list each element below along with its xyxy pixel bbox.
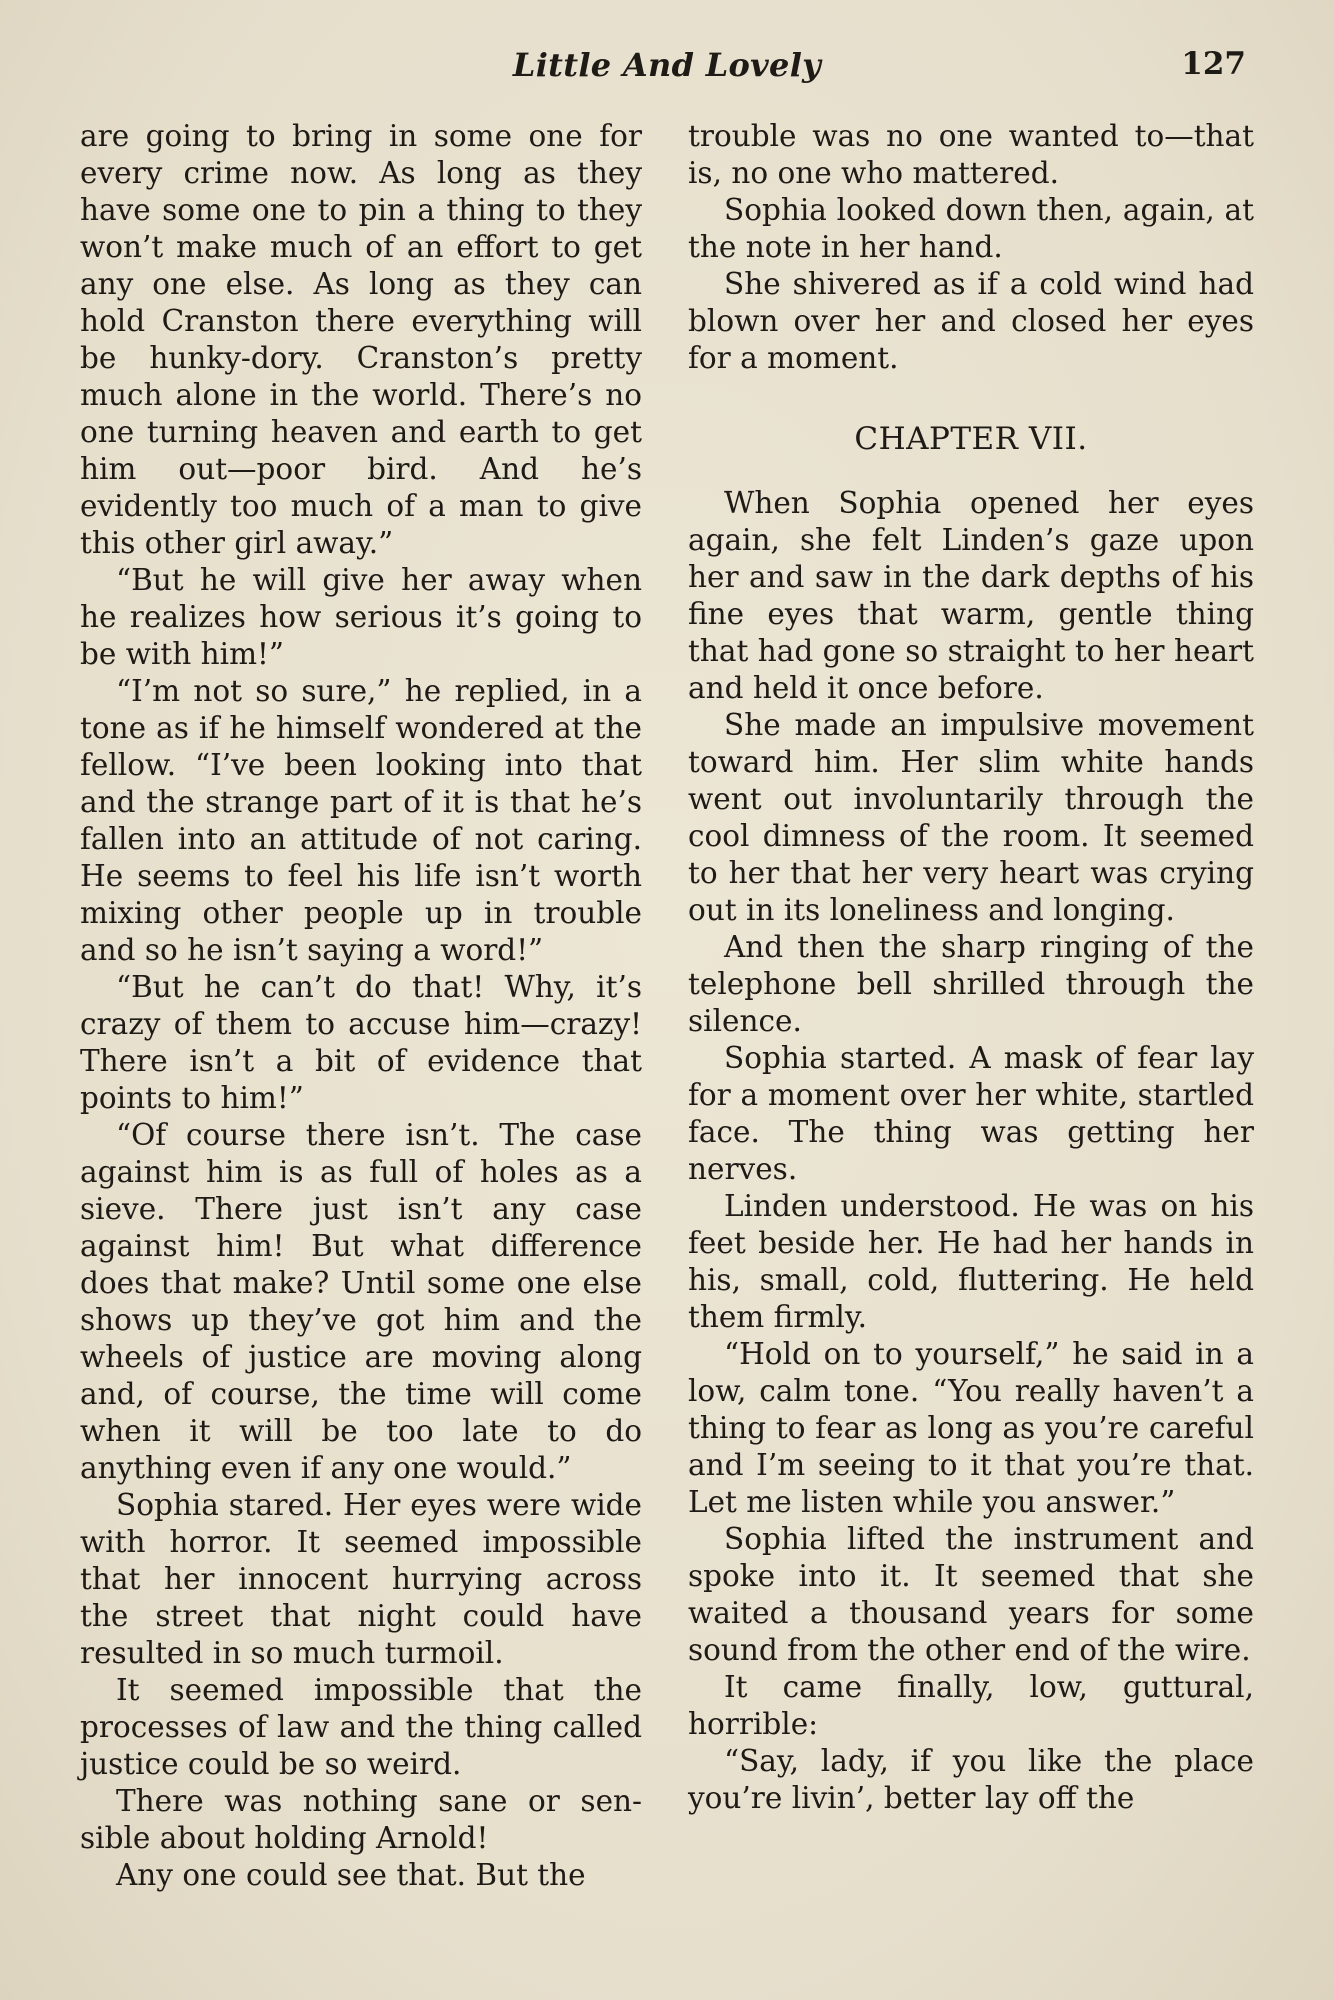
paragraph: She shivered as if a cold wind had blown over her and closed her eyes for a moment. [688, 267, 1254, 375]
page-number: 127 [1181, 46, 1246, 82]
paragraph: “Of course there isn’t. The case against him is as full of holes as a sieve. There just isn’t any case against him! But what difference does that make? Until some one else shows up they’ve got him and the wheels of justice are moving along and, of course, the time will come when it will be too late to do anything even if any one would.” [80, 1118, 642, 1485]
running-title: Little And Lovely [512, 46, 822, 84]
paragraph: Sophia lifted the instrument and spoke into it. It seemed that she waited a thousand years for some sound from the other end of the wire. [688, 1522, 1254, 1667]
paragraph: There was nothing sane or sensible about holding Arnold! [80, 1784, 642, 1855]
paragraph: It came finally, low, guttural, horrible: [688, 1670, 1254, 1741]
paragraph: Any one could see that. But the [116, 1858, 586, 1892]
paragraph: “But he will give her away when he realizes how serious it’s going to be with him!” [80, 563, 642, 671]
paragraph: “I’m not so sure,” he replied, in a tone as if he himself wondered at the fellow. “I’ve been looking into that and the strange part of it is that he’s fallen into an attitude of not caring. He seems to feel his life isn’t worth mixing other people up in trouble and so he isn’t saying a word!” [80, 674, 642, 967]
paragraph: When Sophia opened her eyes again, she felt Linden’s gaze upon her and saw in the dark depths of his fine eyes that warm, gentle thing that had gone so straight to her heart and held it once before. [688, 486, 1254, 705]
paragraph: “Say, lady, if you like the place you’re livin’, better lay off the [688, 1744, 1254, 1815]
paragraph: Sophia started. A mask of fear lay for a moment over her white, startled face. The thing was getting her nerves. [688, 1041, 1254, 1186]
left-column [80, 118, 642, 1894]
paragraph: Sophia looked down then, again, at the note in her hand. [688, 193, 1254, 264]
page-header [80, 46, 1254, 96]
paragraph: “But he can’t do that! Why, it’s crazy of them to accuse him—crazy! There isn’t a bit of evidence that points to him!” [80, 970, 642, 1115]
paragraph: trouble was no one wanted to—that is, no one who mattered. [688, 119, 1254, 190]
right-column [688, 118, 1254, 1817]
chapter-heading: CHAPTER VII. [854, 421, 1088, 457]
paragraph: “Hold on to yourself,” he said in a low, calm tone. “You really haven’t a thing to fear as long as you’re careful and I’m seeing to it that you’re that. Let me listen while you answer.” [688, 1337, 1254, 1519]
paragraph: It seemed impossible that the processes of law and the thing called justice could be so weird. [80, 1673, 642, 1781]
paragraph: Linden understood. He was on his feet beside her. He had her hands in his, small, cold, fluttering. He held them firmly. [688, 1189, 1254, 1334]
paragraph: She made an impulsive movement toward him. Her slim white hands went out involuntarily through the cool dimness of the room. It seemed to her that her very heart was crying out in its loneliness and longing. [688, 708, 1254, 927]
paragraph: And then the sharp ringing of the telephone bell shrilled through the silence. [688, 930, 1254, 1038]
paragraph: Sophia stared. Her eyes were wide with horror. It seemed impossible that her innocent hurrying across the street that night could have resulted in so much turmoil. [80, 1488, 642, 1670]
paragraph: are going to bring in some one for every crime now. As long as they have some one to pin a thing to they won’t make much of an effort to get any one else. As long as they can hold Cranston there everything will be hunky-dory. Cranston’s pretty much alone in the world. There’s no one turning heaven and earth to get him out—poor bird. And he’s evidently too much of a man to give this other girl away.” [80, 119, 642, 560]
